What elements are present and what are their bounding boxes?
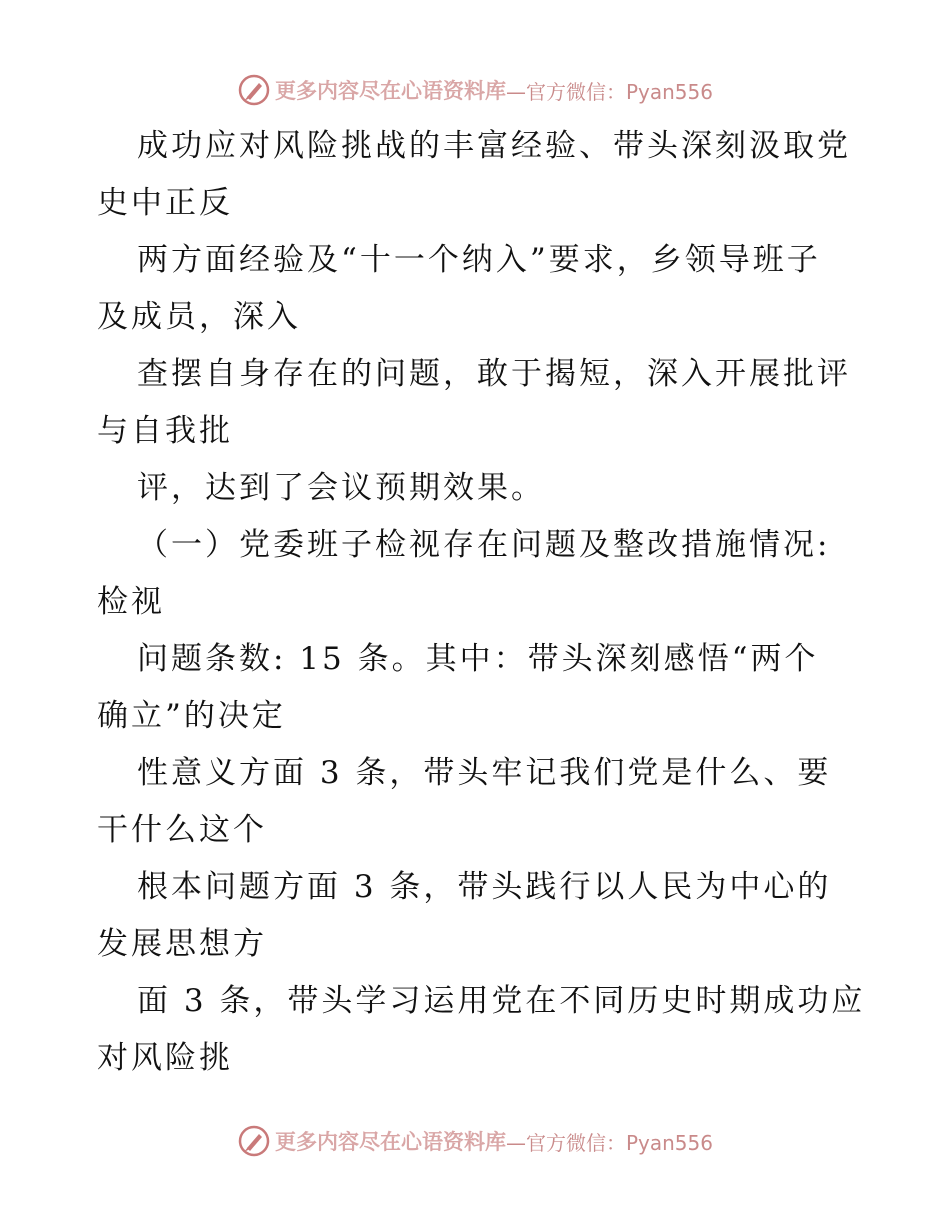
document-body xyxy=(97,118,866,1087)
text-line: 查摆自身存在的问题，敢于揭短，深入开展批评 xyxy=(137,356,851,392)
text-line: 两方面经验及“十一个纳入”要求，乡领导班子 xyxy=(137,242,821,278)
watermark-sub-text: —官方微信：Pyan556 xyxy=(505,1130,713,1155)
text-line: 确立”的决定 xyxy=(97,698,286,734)
text-line: 成功应对风险挑战的丰富经验、带头深刻汲取党 xyxy=(137,128,851,164)
text-line: 史中正反 xyxy=(97,185,233,221)
header-watermark xyxy=(0,70,950,110)
text-line: 根本问题方面 3 条，带头践行以人民为中心的 xyxy=(137,869,832,905)
text-line: 检视 xyxy=(97,584,165,620)
text-line: 发展思想方 xyxy=(97,926,267,962)
pen-nib-logo-icon xyxy=(237,1124,271,1158)
text-line: （一）党委班子检视存在问题及整改措施情况: xyxy=(137,527,831,563)
pen-nib-logo-icon xyxy=(237,73,271,107)
text-line: 问题条数: 15 条。其中：带头深刻感悟“两个 xyxy=(137,641,819,677)
text-line: 性意义方面 3 条，带头牢记我们党是什么、要 xyxy=(137,755,832,791)
text-line: 面 3 条，带头学习运用党在不同历史时期成功应 xyxy=(137,983,866,1019)
text-line: 及成员，深入 xyxy=(97,299,301,335)
text-line: 评，达到了会议预期效果。 xyxy=(137,470,545,506)
footer-watermark xyxy=(0,1121,950,1161)
text-line: 干什么这个 xyxy=(97,812,267,848)
watermark-main-text: 更多内容尽在心语资料库 xyxy=(274,1130,506,1154)
watermark-sub-text: —官方微信：Pyan556 xyxy=(505,79,713,104)
watermark-main-text: 更多内容尽在心语资料库 xyxy=(274,79,506,103)
text-line: 对风险挑 xyxy=(97,1040,233,1076)
text-line: 与自我批 xyxy=(97,413,233,449)
